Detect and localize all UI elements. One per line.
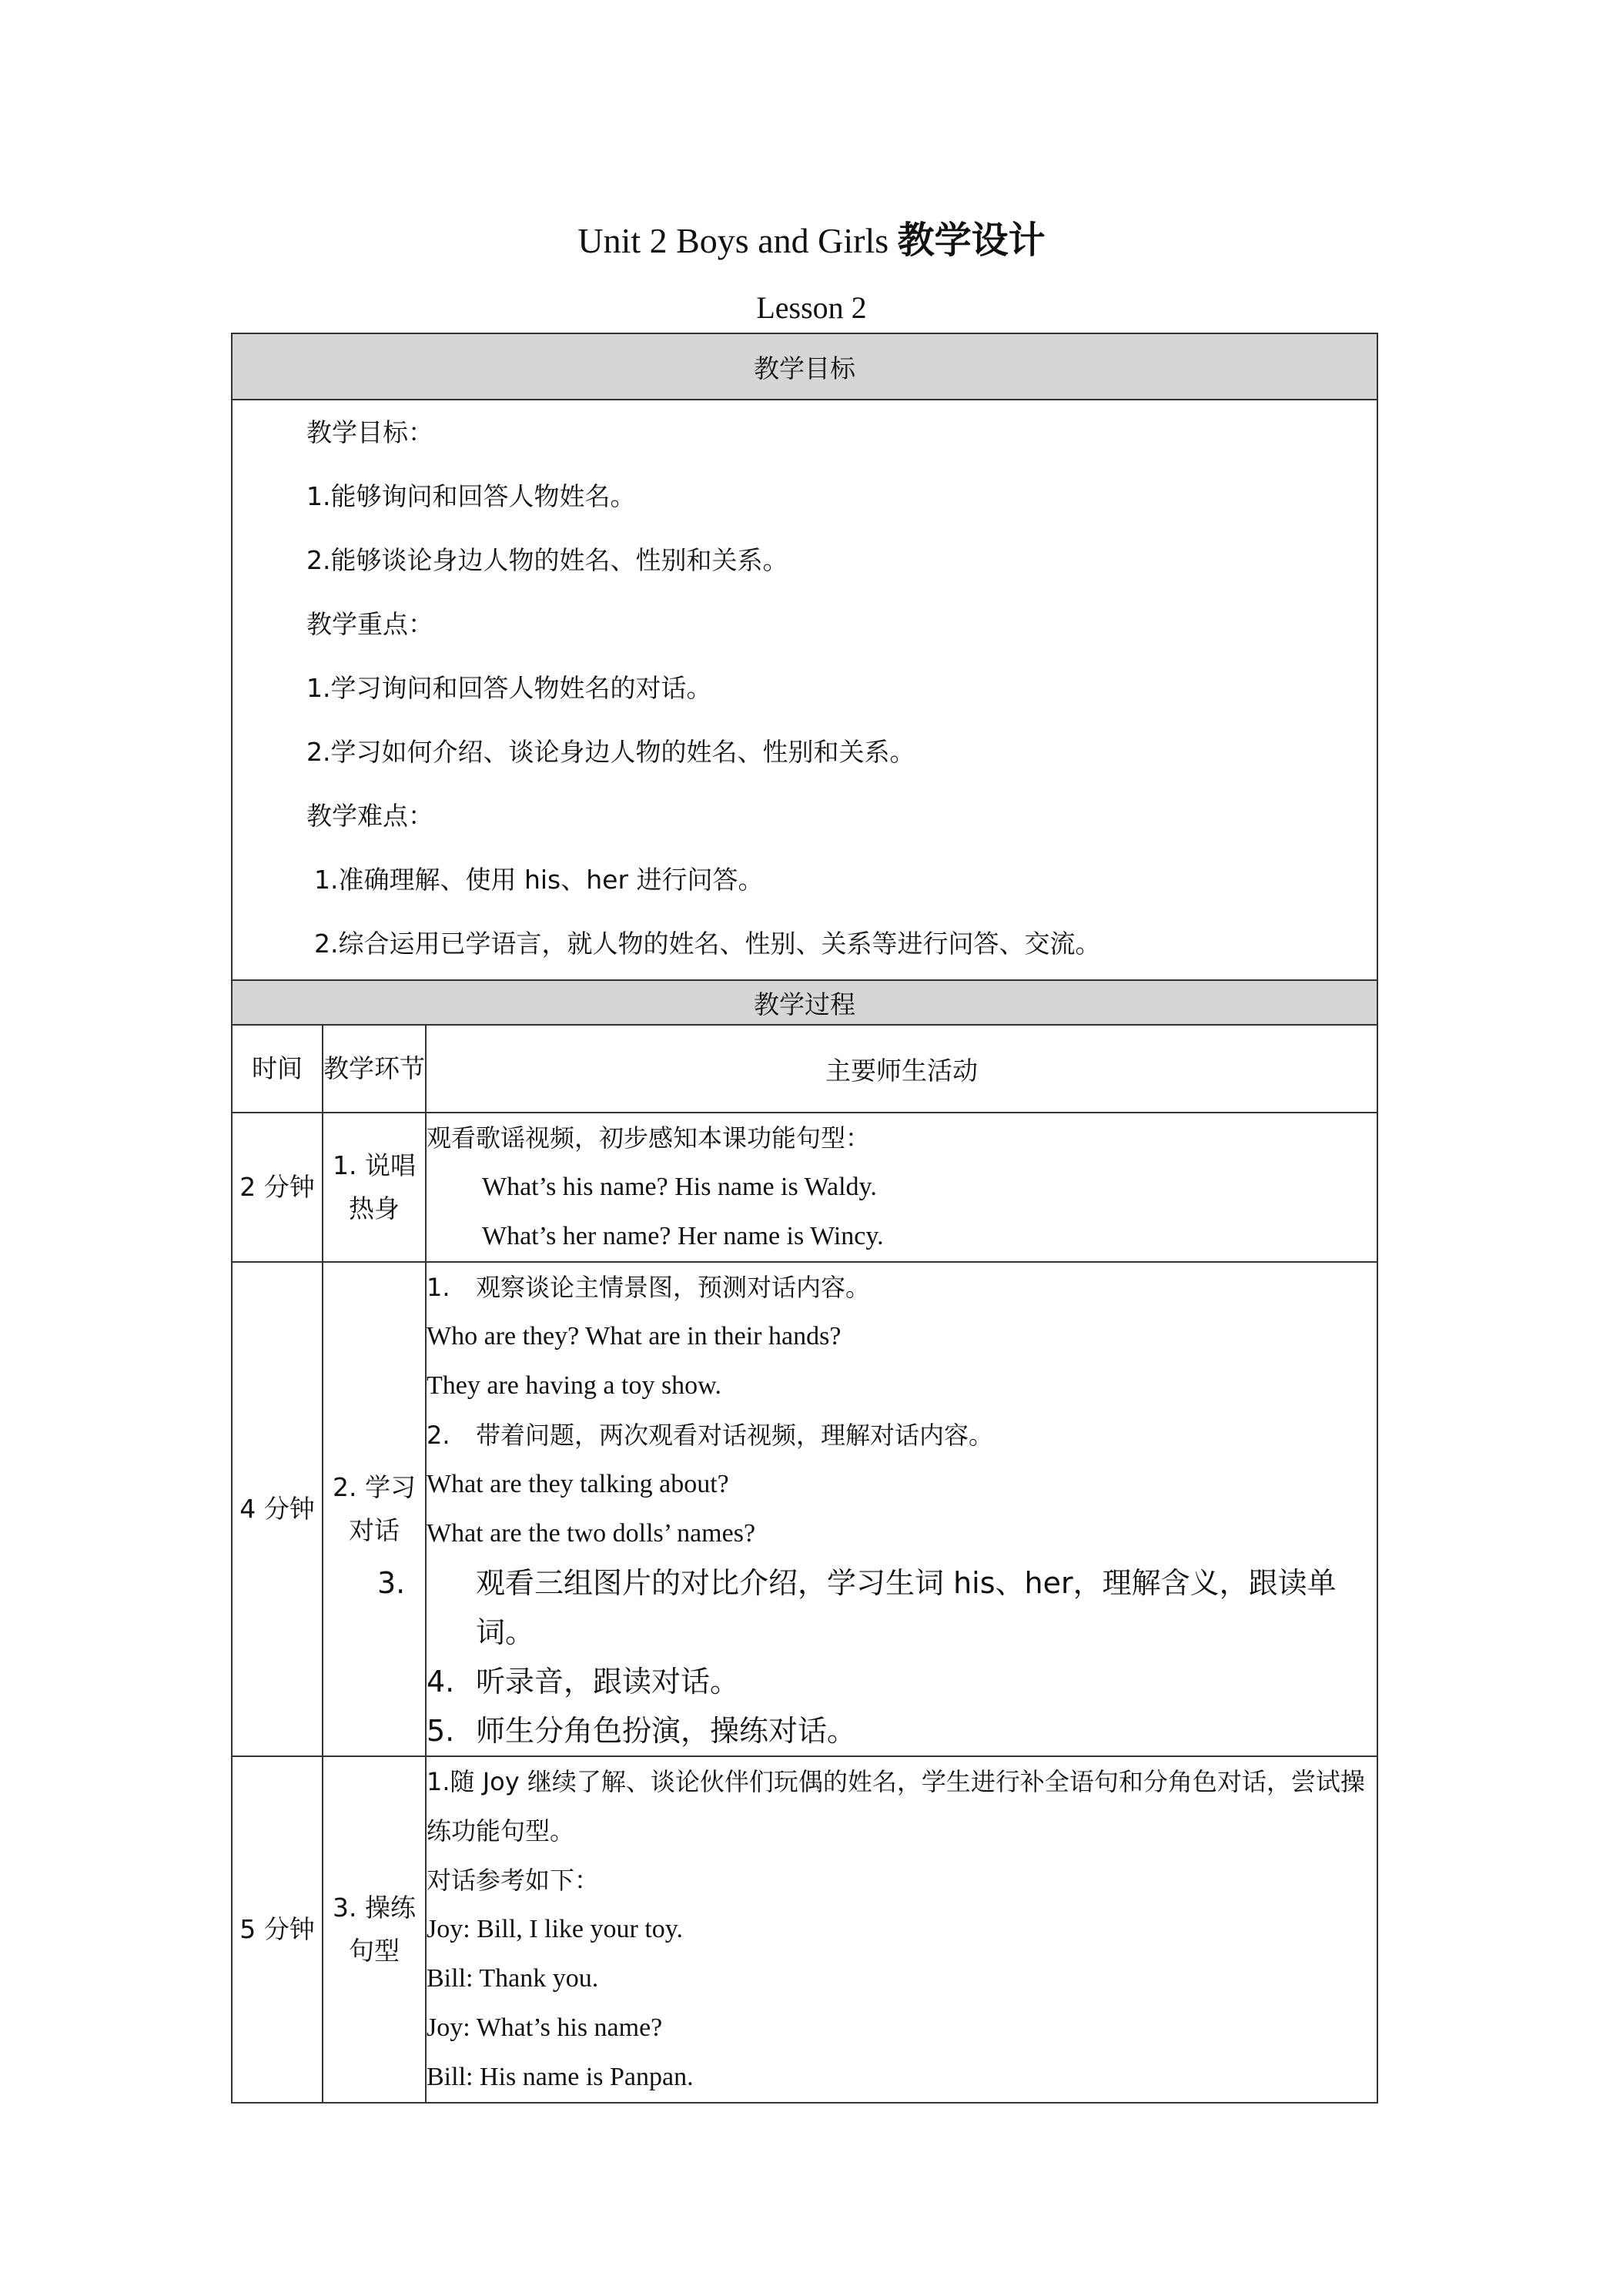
stage-cell: 2. 学习对话 bbox=[323, 1262, 426, 1756]
activity-line: What’s his name? His name is Waldy. bbox=[482, 1173, 877, 1201]
dialogue-line: Joy: Bill, I like your toy. bbox=[427, 1915, 684, 1943]
activity-step bbox=[377, 1558, 1377, 1657]
objectives-heading: 教学目标： bbox=[306, 417, 433, 447]
lesson-plan-table-wrapper bbox=[231, 333, 1377, 2104]
activity-line: 观看歌谣视频，初步感知本课功能句型： bbox=[427, 1123, 871, 1153]
stage-cell: 1. 说唱热身 bbox=[323, 1113, 426, 1262]
activity-cell bbox=[426, 1113, 1377, 1262]
activity-line: 对话参考如下： bbox=[427, 1866, 600, 1895]
difficulty-item: 2.综合运用已学语言，就人物的姓名、性别、关系等进行问答、交流。 bbox=[314, 929, 1101, 959]
step-text: 听录音，跟读对话。 bbox=[476, 1665, 740, 1699]
step-text: 观察谈论主情景图，预测对话内容。 bbox=[476, 1273, 871, 1302]
activity-line: What are they talking about? bbox=[427, 1470, 729, 1498]
activity-cell bbox=[426, 1756, 1377, 2103]
step-number: 5. bbox=[427, 1714, 455, 1748]
objective-item: 1.能够询问和回答人物姓名。 bbox=[306, 481, 636, 511]
column-header-time: 时间 bbox=[232, 1025, 323, 1113]
activity-line: Who are they? What are in their hands? bbox=[427, 1322, 842, 1350]
column-header-stage: 教学环节 bbox=[323, 1025, 426, 1113]
title-chinese: 教学设计 bbox=[897, 219, 1046, 262]
step-text: 观看三组图片的对比介绍，学习生词 his、her，理解含义，跟读单词。 bbox=[476, 1566, 1337, 1649]
step-text: 师生分角色扮演，操练对话。 bbox=[476, 1714, 857, 1748]
time-cell: 4 分钟 bbox=[232, 1262, 323, 1756]
table-row bbox=[232, 1113, 1377, 1262]
step-number: 4. bbox=[427, 1665, 455, 1699]
dialogue-line: Bill: Thank you. bbox=[427, 1964, 599, 1993]
lesson-subtitle: Lesson 2 bbox=[756, 290, 867, 325]
objectives-band: 教学目标 bbox=[232, 333, 1377, 400]
objective-item: 2.能够谈论身边人物的姓名、性别和关系。 bbox=[306, 545, 788, 575]
process-band: 教学过程 bbox=[232, 980, 1377, 1025]
key-point-item: 1.学习询问和回答人物姓名的对话。 bbox=[306, 673, 712, 703]
step-text: 带着问题，两次观看对话视频，理解对话内容。 bbox=[476, 1421, 994, 1450]
document-title bbox=[0, 217, 1623, 264]
key-points-heading: 教学重点： bbox=[306, 609, 433, 639]
column-header-activity: 主要师生活动 bbox=[426, 1025, 1377, 1113]
time-cell: 2 分钟 bbox=[232, 1113, 323, 1262]
step-number: 2. bbox=[427, 1421, 450, 1450]
difficulty-item: 1.准确理解、使用 his、her 进行问答。 bbox=[314, 865, 764, 895]
key-point-item: 2.学习如何介绍、谈论身边人物的姓名、性别和关系。 bbox=[306, 737, 915, 767]
activity-line: 1.随 Joy 继续了解、谈论伙伴们玩偶的姓名，学生进行补全语句和分角色对话，尝试操练功能句型。 bbox=[427, 1767, 1365, 1846]
stage-cell: 3. 操练句型 bbox=[323, 1756, 426, 2103]
activity-line: What are the two dolls’ names? bbox=[427, 1519, 756, 1548]
activity-line: What’s her name? Her name is Wincy. bbox=[482, 1222, 884, 1250]
activity-cell bbox=[377, 1262, 1377, 1756]
activity-step bbox=[427, 1263, 1377, 1312]
activity-step bbox=[427, 1657, 1377, 1706]
dialogue-line: Bill: His name is Panpan. bbox=[427, 2063, 694, 2091]
step-number: 1. bbox=[427, 1273, 450, 1302]
title-english: Unit 2 Boys and Girls bbox=[577, 221, 889, 260]
table-row bbox=[232, 1756, 1377, 2103]
difficulties-heading: 教学难点： bbox=[306, 801, 433, 831]
dialogue-line: Joy: What’s his name? bbox=[427, 2013, 663, 2042]
lesson-plan-table bbox=[231, 333, 1378, 2104]
activity-line: They are having a toy show. bbox=[427, 1371, 722, 1400]
step-number: 3. bbox=[377, 1566, 406, 1600]
objectives-section bbox=[232, 400, 1377, 980]
time-cell: 5 分钟 bbox=[232, 1756, 323, 2103]
activity-step bbox=[427, 1706, 1377, 1755]
activity-step bbox=[427, 1411, 1377, 1460]
table-row bbox=[232, 1262, 1377, 1756]
